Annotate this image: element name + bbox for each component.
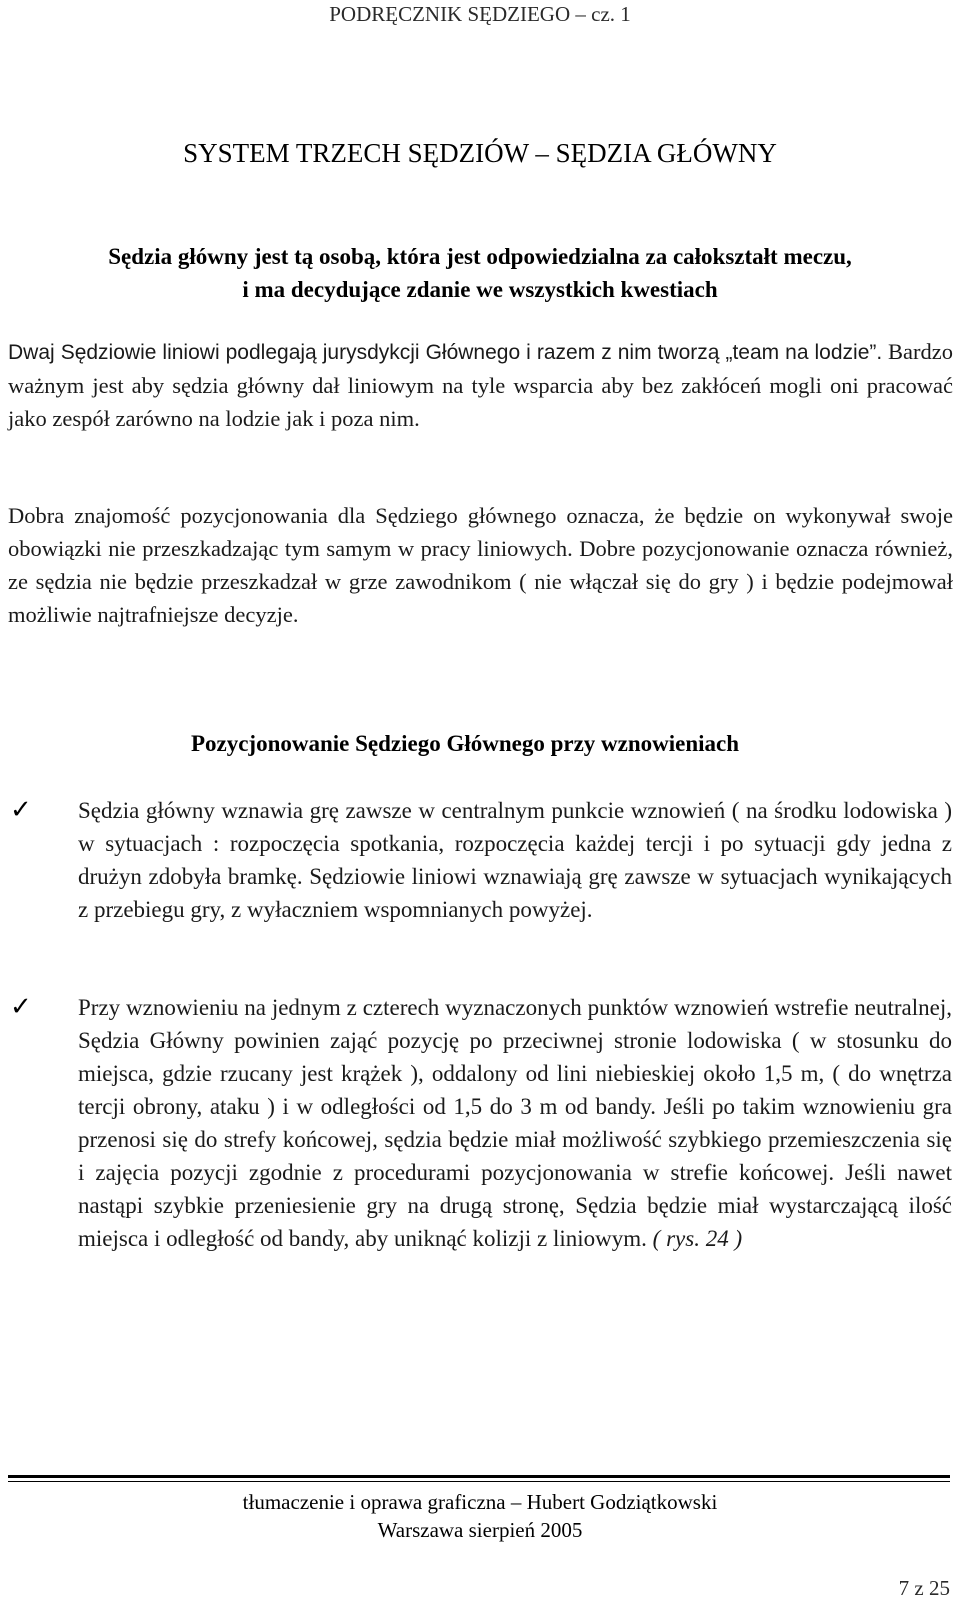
bullet-text: Sędzia główny wznawia grę zawsze w centralnym punkcie wznowień ( na środku lodowiska ) w sytuacjach : rozpoczęcia spotkania, rozpoczęcia każdej tercji i po sytuacji gdy jedna z drużyn zdobyła bramkę. Sędziowie liniowi wznawiają grę zawsze w sytuacjach wynikających z przebiegu gry, z wyłaczniem wspomnianych powyżej. <box>78 798 952 922</box>
checkmark-icon: ✓ <box>10 795 32 825</box>
bullet-text-body: Przy wznowieniu na jednym z czterech wyznaczonych punktów wznowień wstrefie neutralnej, Sędzia Główny powinien zająć pozycję po przeciwnej stronie lodowiska ( w stosunku do miejsca, gdzie rzucany jest krążek ), oddalony od lini niebieskiej około 1,5 m, ( do wnętrza tercji obrony, ataku ) i w odległości od 1,5 do 3 m od bandy. Jeśli po takim wznowieniu gra przenosi się do strefy końcowej, sędzia będzie miał możliwość szybkiego przemieszczenia się i zajęcia pozycji zgodnie z procedurami pozycjonowania w strefie końcowej. Jeśli nawet nastąpi szybkie przeniesienie gry na drugą stronę, Sędzia będzie miał wystarczającą ilość miejsca i odległość od bandy, aby uniknąć kolizji z liniowym. <box>78 995 952 1251</box>
lead-line-1: Sędzia główny jest tą osobą, która jest odpowiedzialna za całokształt meczu, <box>108 244 852 269</box>
checkmark-icon: ✓ <box>10 992 32 1022</box>
bullet-item <box>10 794 952 926</box>
footer-rule <box>8 1475 950 1478</box>
running-header: PODRĘCZNIK SĘDZIEGO – cz. 1 <box>329 2 631 26</box>
paragraph-team-intro: Dwaj Sędziowie liniowi podlegają jurysdykcji Głównego i razem z nim tworzą „team na lodzie”. <box>8 341 883 364</box>
paragraph-team <box>8 335 953 435</box>
footer-place-date: Warszawa sierpień 2005 <box>377 1518 583 1542</box>
section-subheading: Pozycjonowanie Sędziego Głównego przy wznowieniach <box>190 731 740 756</box>
lead-statement <box>0 240 960 306</box>
footer-credit: tłumaczenie i oprawa graficzna – Hubert Godziątkowski <box>242 1490 718 1514</box>
paragraph-team-body: Bardzo ważnym jest aby sędzia główny dał liniowym na tyle wsparcia aby bez zakłóceń mogli oni pracować jako zespół zarówno na lodzie jak i poza nim. <box>8 339 953 431</box>
footer-rule-thin <box>8 1481 950 1482</box>
page-number: 7 z 25 <box>898 1576 950 1600</box>
paragraph-positioning: Dobra znajomość pozycjonowania dla Sędziego głównego oznacza, że będzie on wykonywał swoje obowiązki nie przeszkadzając tym samym w pracy liniowych. Dobre pozycjonowanie oznacza również, ze sędzia nie będzie przeszkadzał w grze zawodnikom ( nie włączał się do gry ) i będzie podejmował możliwie najtrafniejsze decyzje. <box>8 503 953 627</box>
page-title: SYSTEM TRZECH SĘDZIÓW – SĘDZIA GŁÓWNY <box>183 138 777 168</box>
footer <box>0 1488 960 1544</box>
bullet-text <box>78 991 952 1255</box>
lead-line-2: i ma decydujące zdanie we wszystkich kwestiach <box>242 277 718 302</box>
bullet-item <box>10 991 952 1255</box>
figure-reference: ( rys. 24 ) <box>652 1226 743 1251</box>
